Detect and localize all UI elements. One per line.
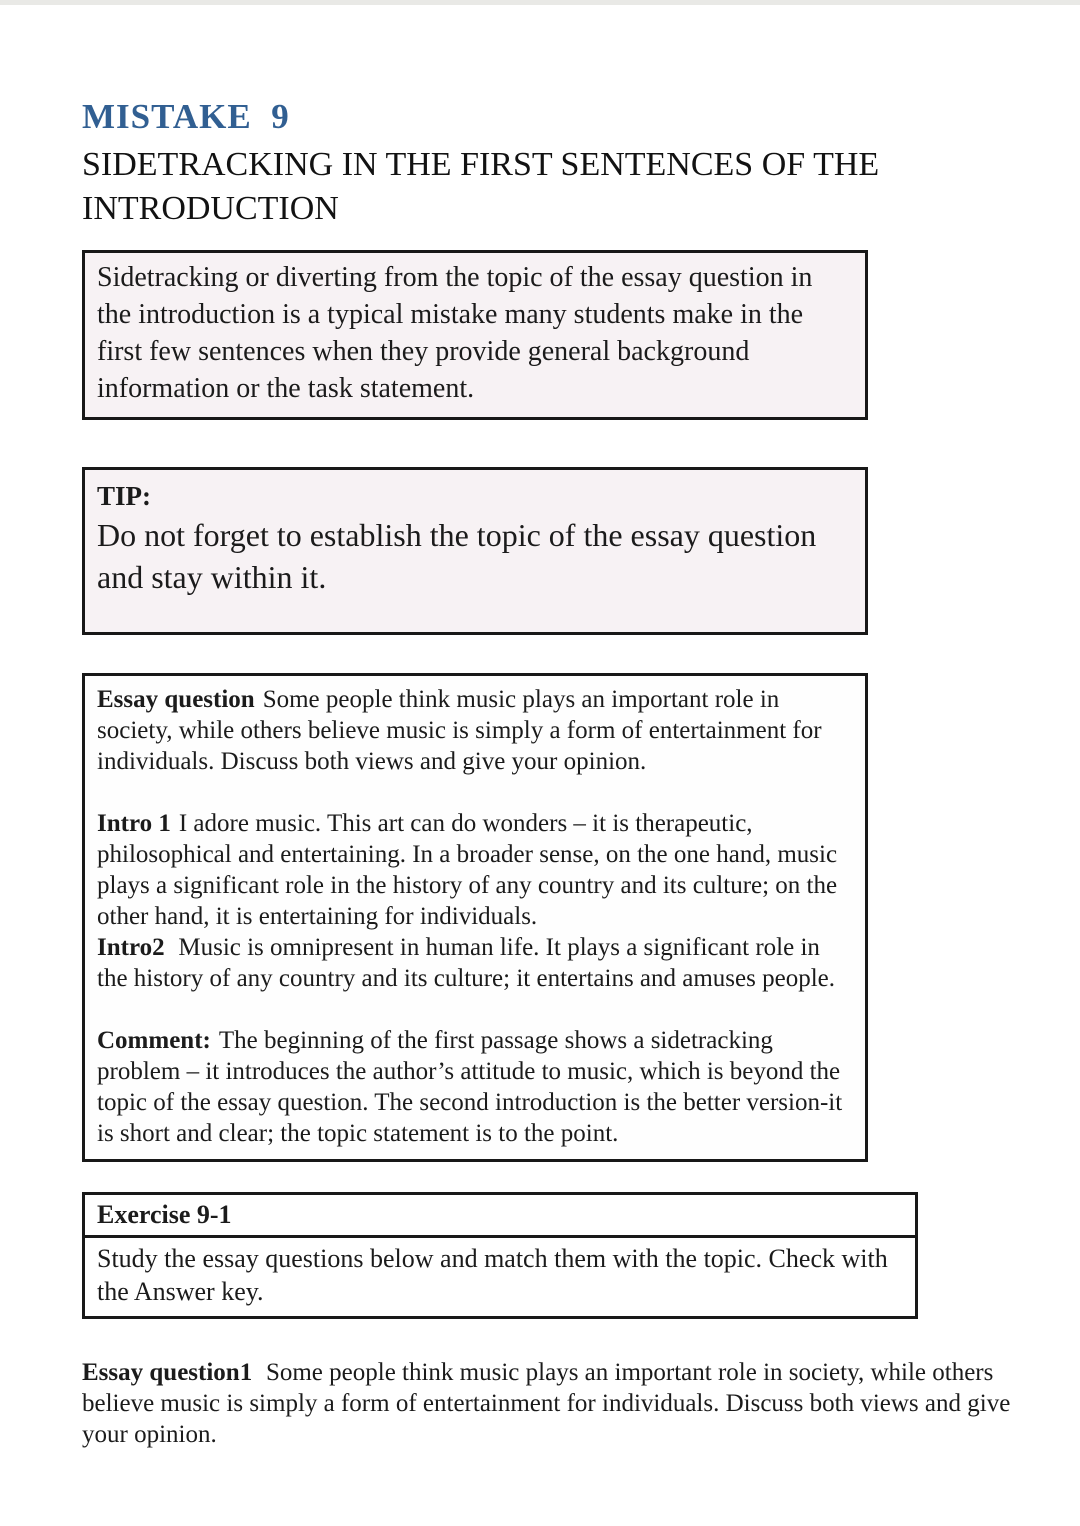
essay-question1-text: Some people think music plays an important role in society, while others believe music is simply a form of entertainment for individuals. Discuss both views and give your opinion. xyxy=(82,1359,1011,1449)
essay-question1-paragraph xyxy=(82,1357,1017,1450)
essay-question-label: Essay question xyxy=(97,686,255,714)
page-subtitle-line-2: INTRODUCTION xyxy=(82,190,339,228)
exercise-box xyxy=(82,1192,918,1319)
document-page xyxy=(82,0,1017,1475)
intro1-text: I adore music. This art can do wonders – it is therapeutic, philosophical and entertaining. In a broader sense, on the one hand, music plays a significant role in the history of any country and its culture; on the other hand, it is entertaining for individuals. xyxy=(97,810,838,931)
exercise-header: Exercise 9-1 xyxy=(85,1195,915,1238)
comment-text: The beginning of the first passage shows a sidetracking problem – it introduces the author’s attitude to music, which is beyond the topic of the essay question. The second introduction is the better version-it is short and clear; the topic statement is to the point. xyxy=(97,1027,843,1148)
comment-label: Comment: xyxy=(97,1027,211,1055)
intro2-label: Intro2 xyxy=(97,934,165,962)
intro2-paragraph xyxy=(97,932,853,994)
page-title: MISTAKE 9 xyxy=(82,97,290,136)
tip-text: Do not forget to establish the topic of the essay question and stay within it. xyxy=(97,517,817,596)
page-subtitle-line-1: SIDETRACKING IN THE FIRST SENTENCES OF THE xyxy=(82,145,880,183)
essay-question-text: Some people think music plays an important role in society, while others believe music is simply a form of entertainment for individuals. Discuss both views and give your opinion. xyxy=(97,686,822,776)
tip-label: TIP: xyxy=(97,481,151,512)
comment-paragraph xyxy=(97,1025,853,1149)
intro1-label: Intro 1 xyxy=(97,810,171,838)
tip-box xyxy=(82,467,868,635)
essay-question-paragraph xyxy=(97,684,853,777)
intro1-paragraph xyxy=(97,808,853,932)
page-subtitle xyxy=(82,143,1017,233)
example-box xyxy=(82,673,868,1162)
exercise-instructions: Study the essay questions below and match them with the topic. Check with the Answer key. xyxy=(97,1244,888,1307)
essay-question1-label: Essay question1 xyxy=(82,1359,253,1387)
mistake-description-box xyxy=(82,250,868,420)
mistake-description-text: Sidetracking or diverting from the topic of the essay question in the introduction is a typical mistake many students make in the first few sentences when they provide general background information or the task statement. xyxy=(97,262,813,405)
intro2-text: Music is omnipresent in human life. It plays a significant role in the history of any country and its culture; it entertains and amuses people. xyxy=(97,934,836,993)
